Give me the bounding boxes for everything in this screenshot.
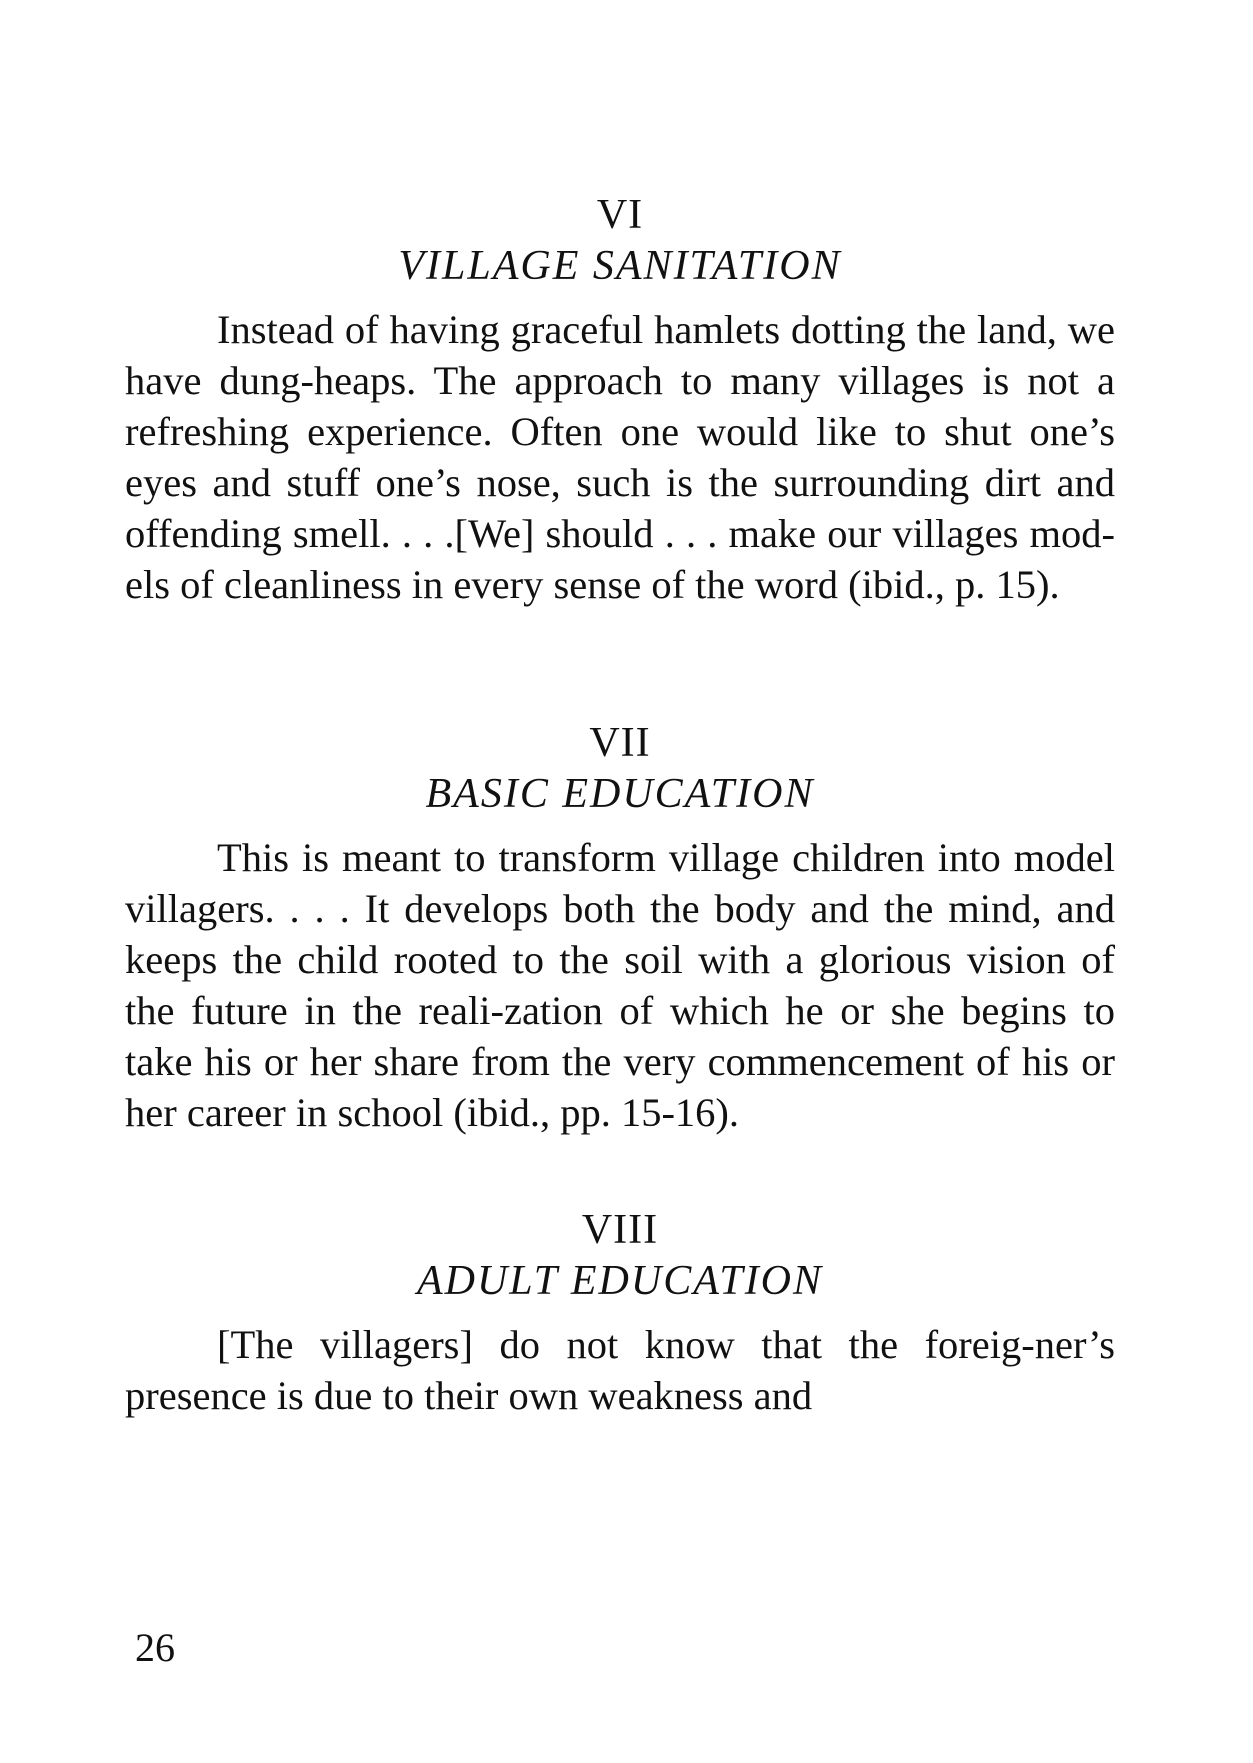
- section-heading: VILLAGE SANITATION: [398, 243, 842, 289]
- section-village-sanitation: [125, 190, 1115, 610]
- section-numeral: VIII: [581, 1207, 659, 1253]
- section-numeral: VII: [589, 720, 651, 766]
- section-paragraph: Instead of having graceful hamlets dotting the land, we have dung-heaps. The approach to many villages is not a refreshing experience. Often one would like to shut one’s eyes and stuff one’s nose, such is the surrounding dirt and offending smell. . . .[We] should . . . make our villages mod-els of cleanliness in every sense of the word (ibid., p. 15).: [125, 307, 1115, 607]
- section-paragraph: [The villagers] do not know that the foreig-ner’s presence is due to their own weakness and: [125, 1322, 1115, 1418]
- section-adult-education: [125, 1205, 1115, 1421]
- section-heading: BASIC EDUCATION: [425, 771, 815, 817]
- page-number: 26: [135, 1625, 175, 1670]
- section-numeral: VI: [596, 192, 644, 238]
- book-page: [125, 0, 1115, 1763]
- section-paragraph: This is meant to transform village children into model villagers. . . . It develops both the body and the mind, and keeps the child rooted to the soil with a glorious vision of the future in the reali-zation of which he or she begins to take his or her share from the very commencement of his or her career in school (ibid., pp. 15-16).: [125, 835, 1115, 1135]
- section-heading: ADULT EDUCATION: [416, 1258, 824, 1304]
- section-basic-education: [125, 718, 1115, 1138]
